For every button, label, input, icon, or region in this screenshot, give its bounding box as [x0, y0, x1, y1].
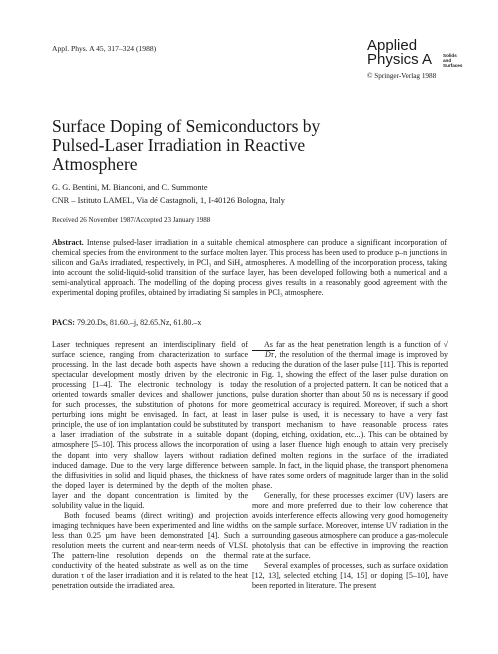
sqrt-expression: Dτ [252, 350, 275, 359]
pacs-label: PACS: [52, 318, 75, 327]
paper-title: Surface Doping of Semiconductors by Pulsed-Laser Irradiation in Reactive Atmosphere [52, 116, 321, 174]
abstract-label: Abstract. [52, 238, 84, 247]
logo-physics: Physics A [367, 51, 433, 68]
right-column [252, 340, 448, 591]
journal-citation: Appl. Phys. A 45, 317–324 (1988) [52, 44, 157, 53]
pacs-codes: 79.20.Ds, 81.60.–j, 82.65.Nz, 61.80.–x [76, 318, 202, 327]
authors: G. G. Bentini, M. Bianconi, and C. Summonte [52, 183, 208, 192]
paragraph: Both focused beams (direct writing) and projection imaging techniques have been experimented and line widths less than 0.25 µm have been demonstrated [4]. Such a resolution meets the current and near-term needs of VLSI. The pattern-line resolution depends on the thermal conductivity of the heated substrate as well as on the time duration τ of the laser irradiation and it is related to the heat penetration outside the irradiated area. [52, 510, 248, 591]
pacs [52, 318, 201, 327]
affiliation: CNR – Istituto LAMEL, Via dé Castagnoli, 1, I-40126 Bologna, Italy [52, 196, 285, 205]
logo-applied: Applied [367, 37, 418, 54]
paragraph: As far as the heat penetration length is a function of √Dτ, the resolution of the thermal image is improved by reducing the duration of the laser pulse [11]. This is reported in Fig. 1, showing the effect of the laser pulse duration on the resolution of a projected pattern. It can be noticed that a pulse duration shorter than about 50 ns is necessary if good geometrical accuracy is required. Moreover, if such a short laser pulse is used, it is necessary to have a very fast transport mechanism to have reasonable process rates (doping, etching, oxidation, etc...). This can be obtained by using a laser fluence high enough to attain very precisely defined molten regions in the surface of the irradiated sample. In fact, in the liquid phase, the transport phenomena have rates some orders of magnitude larger than in the solid phase. [252, 340, 449, 490]
logo-solids: Solids [443, 53, 457, 58]
logo-surfaces: Surfaces [443, 63, 463, 68]
paragraph: Several examples of processes, such as surface oxidation [12, 13], selected etching [14, 15] or doping [5–10], have been reported in literature. The present [252, 561, 448, 591]
received-date: Received 26 November 1987/Accepted 23 January 1988 [52, 216, 211, 224]
paragraph: Laser techniques represent an interdisciplinary field of surface science, ranging from characterization to surface processing. In the last decade both aspects have shown a spectacular development mostly driven by the electronic processing [1–4]. The electronic technology is today oriented towards smaller devices and shallower junctions, for such processes, the substitution of photons for more perturbing ions might be envisaged. In fact, at least in principle, the use of ion implantation could be substituted by a laser irradiation of the substrate in a suitable dopant atmosphere [5–10]. This process allows the incorporation of the dopant into very shallow layers without radiation induced damage. Due to the very large difference between the diffusivities in solid and liquid phases, the thickness of the doped layer is determined by the depth of the molten layer and the dopant concentration is limited by the solubility value in the liquid. [52, 340, 248, 510]
abstract-text: Intense pulsed-laser irradiation in a suitable chemical atmosphere can produce a significant incorporation of chemical species from the environment to the surface molten layer. This process has been used to produce p–n junctions in silicon and GaAs irradiated, respectively, in PCl₃ and SiH₄ atmospheres. A modelling of the incorporation process, taking into account the solid-liquid-solid transition of the surface layer, has been developed following both a numerical and a semi-analytical approach. The modelling of the doping process gives results in a reasonably good agreement with the experimental doping profiles, obtained by irradiating Si samples in PCl₃ atmosphere. [52, 238, 448, 298]
abstract [52, 238, 447, 299]
logo-and: and [443, 58, 452, 63]
paragraph: Generally, for these processes excimer (UV) lasers are more and more preferred due to their low coherence that avoids interference effects allowing very good homogeneity on the sample surface. Moreover, intense UV radiation in the surrounding gaseous atmosphere can produce a gas-molecule photolysis that can be effective in improving the reaction rate at the surface. [252, 490, 448, 560]
copyright: © Springer-Verlag 1988 [367, 72, 437, 80]
left-column [52, 340, 248, 591]
paragraph-rest: , the resolution of the thermal image is improved by reducing the duration of the laser pulse [11]. This is reported in Fig. 1, showing the effect of the laser pulse duration on the resolution of a projected pattern. It can be noticed that a pulse duration shorter than about 50 ns is necessary if good geometrical accuracy is required. Moreover, if such a short laser pulse is used, it is necessary to have a very fast transport mechanism to have reasonable process rates (doping, etching, oxidation, etc...). This can be obtained by using a laser fluence high enough to attain very precisely defined molten regions in the surface of the irradiated sample. In fact, in the liquid phase, the transport phenomena have rates some orders of magnitude larger than in the solid phase. [252, 350, 448, 490]
paragraph-start: As far as the heat penetration length is a function of [264, 340, 441, 349]
